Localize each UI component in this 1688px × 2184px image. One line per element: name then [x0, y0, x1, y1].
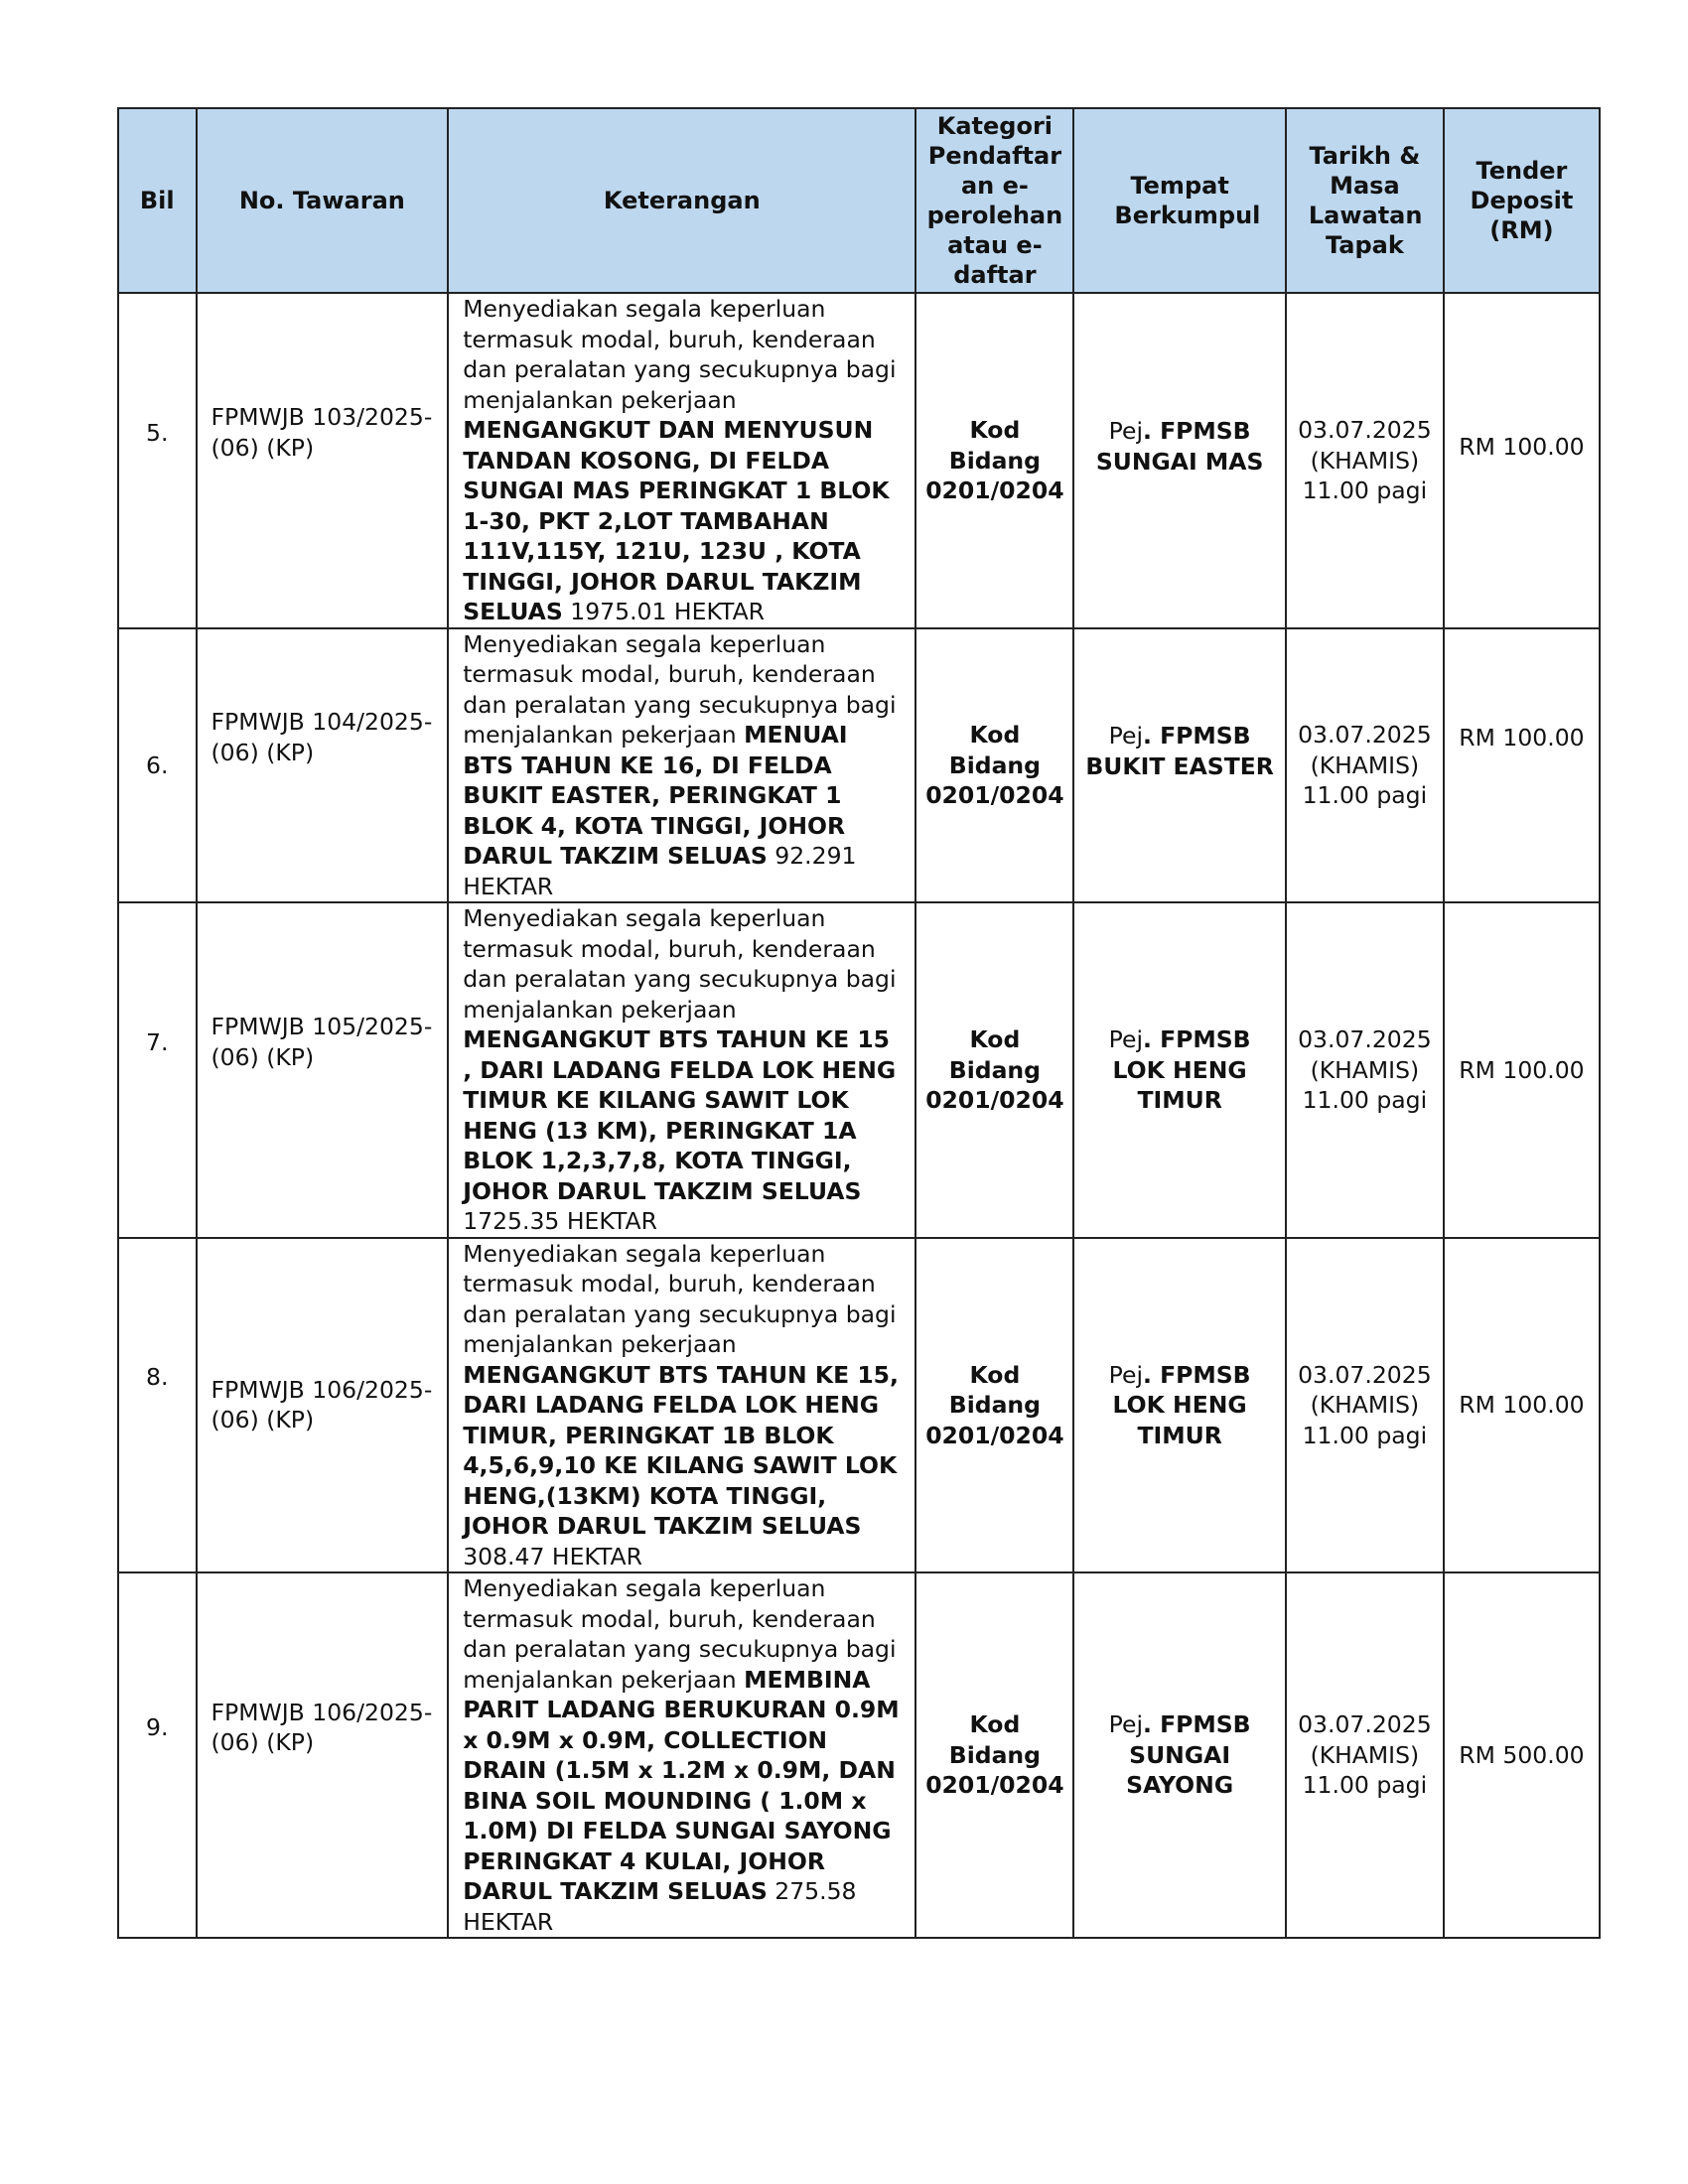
- row-tempat: [1073, 628, 1285, 903]
- tarikh-time: 11.00 pagi: [1302, 1771, 1428, 1800]
- header-deposit: Tender Deposit (RM): [1444, 108, 1600, 293]
- keterangan-intro: Menyediakan segala keperluan termasuk modal, buruh, kenderaan dan peralatan yang secukupnya bagi menjalankan pekerjaan: [463, 904, 897, 1024]
- bil-text: 9.: [146, 1712, 169, 1741]
- no-tawaran-text: FPMWJB 106/2025-(06) (KP): [211, 1375, 433, 1434]
- table-row: [118, 902, 1600, 1238]
- keterangan-area: 92.291 HEKTAR: [463, 842, 857, 900]
- row-tarikh: [1286, 1238, 1444, 1573]
- tarikh-date: 03.07.2025: [1298, 416, 1432, 444]
- table-header: [118, 108, 1600, 293]
- row-tarikh: [1286, 293, 1444, 628]
- keterangan-intro: Menyediakan segala keperluan termasuk modal, buruh, kenderaan dan peralatan yang secukupnya bagi menjalankan pekerjaan: [463, 1239, 897, 1358]
- row-bil: [118, 902, 197, 1238]
- keterangan-area: 275.58 HEKTAR: [463, 1877, 857, 1936]
- tarikh-day: (KHAMIS): [1310, 446, 1420, 475]
- table-body: [118, 293, 1600, 1938]
- row-deposit: [1444, 902, 1600, 1238]
- table-row: [118, 628, 1600, 903]
- tempat-prefix: Pej: [1108, 1710, 1143, 1739]
- keterangan-area: 1975.01 HEKTAR: [570, 598, 765, 625]
- row-no-tawaran: [197, 1238, 449, 1573]
- row-bil: [118, 1572, 197, 1938]
- tempat-name: . FPMSB LOK HENG TIMUR: [1112, 1025, 1251, 1114]
- row-deposit: [1444, 628, 1600, 903]
- tarikh-time: 11.00 pagi: [1302, 477, 1428, 504]
- row-no-tawaran: [197, 628, 449, 903]
- header-row: [118, 108, 1600, 293]
- row-tarikh: [1286, 902, 1444, 1238]
- row-keterangan: [448, 1238, 915, 1573]
- tempat-name: . FPMSB SUNGAI SAYONG: [1126, 1710, 1251, 1800]
- row-keterangan: [448, 902, 915, 1238]
- header-bil: Bil: [118, 108, 197, 293]
- table-row: [118, 1572, 1600, 1938]
- row-keterangan: [448, 1572, 915, 1938]
- bil-text: 7.: [146, 1027, 169, 1056]
- keterangan-intro: Menyediakan segala keperluan termasuk modal, buruh, kenderaan dan peralatan yang secukupnya bagi menjalankan pekerjaan: [463, 295, 897, 414]
- tarikh-date: 03.07.2025: [1298, 721, 1432, 749]
- row-kategori: Kod Bidang 0201/0204: [915, 1572, 1073, 1938]
- tempat-prefix: Pej: [1108, 722, 1143, 751]
- no-tawaran-text: FPMWJB 104/2025-(06) (KP): [211, 708, 433, 766]
- tarikh-date: 03.07.2025: [1298, 1710, 1432, 1739]
- tarikh-day: (KHAMIS): [1310, 751, 1420, 779]
- header-tempat: Tempat Berkumpul: [1073, 108, 1285, 293]
- no-tawaran-text: FPMWJB 106/2025-(06) (KP): [211, 1698, 433, 1756]
- row-kategori: Kod Bidang 0201/0204: [915, 293, 1073, 628]
- header-no-tawaran: No. Tawaran: [197, 108, 449, 293]
- tarikh-day: (KHAMIS): [1310, 1391, 1420, 1419]
- deposit-text: RM 100.00: [1459, 1391, 1585, 1419]
- tempat-name: . FPMSB SUNGAI MAS: [1095, 417, 1264, 476]
- tempat-prefix: Pej: [1108, 1025, 1143, 1053]
- header-keterangan: Keterangan: [448, 108, 915, 293]
- bil-text: 5.: [146, 418, 169, 447]
- keterangan-intro: Menyediakan segala keperluan termasuk modal, buruh, kenderaan dan peralatan yang secukupnya bagi menjalankan pekerjaan: [463, 629, 897, 749]
- header-kategori: Kategori Pendaftar an e-perolehan atau e-daftar: [915, 108, 1073, 293]
- header-tarikh: Tarikh & Masa Lawatan Tapak: [1286, 108, 1444, 293]
- row-deposit: [1444, 293, 1600, 628]
- bil-text: 6.: [146, 751, 169, 779]
- keterangan-intro: Menyediakan segala keperluan termasuk modal, buruh, kenderaan dan peralatan yang secukupnya bagi menjalankan pekerjaan: [463, 1574, 897, 1694]
- row-kategori: Kod Bidang 0201/0204: [915, 902, 1073, 1238]
- deposit-text: RM 100.00: [1459, 432, 1585, 461]
- row-tempat: [1073, 902, 1285, 1238]
- keterangan-work: MENUAI BTS TAHUN KE 16, DI FELDA BUKIT EASTER, PERINGKAT 1 BLOK 4, KOTA TINGGI, JOHOR DARUL TAKZIM SELUAS: [463, 721, 848, 870]
- row-kategori: Kod Bidang 0201/0204: [915, 628, 1073, 903]
- deposit-text: RM 100.00: [1459, 723, 1585, 751]
- deposit-text: RM 500.00: [1459, 1740, 1585, 1769]
- tarikh-date: 03.07.2025: [1298, 1360, 1432, 1389]
- row-kategori: Kod Bidang 0201/0204: [915, 1238, 1073, 1573]
- keterangan-work: MENGANGKUT BTS TAHUN KE 15, DARI LADANG FELDA LOK HENG TIMUR, PERINGKAT 1B BLOK 4,5,6,9,10 KE KILANG SAWIT LOK HENG,(13KM) KOTA TINGGI, JOHOR DARUL TAKZIM SELUAS: [463, 1360, 899, 1540]
- row-deposit: [1444, 1572, 1600, 1938]
- row-bil: [118, 1238, 197, 1573]
- keterangan-work: MEMBINA PARIT LADANG BERUKURAN 0.9M x 0.9M x 0.9M, COLLECTION DRAIN (1.5M x 1.2M x 0.9M, DAN BINA SOIL MOUNDING ( 1.0M x 1.0M) DI FELDA SUNGAI SAYONG PERINGKAT 4 KULAI, JOHOR DARUL TAKZIM SELUAS: [463, 1665, 900, 1905]
- keterangan-work: MENGANGKUT DAN MENYUSUN TANDAN KOSONG, DI FELDA SUNGAI MAS PERINGKAT 1 BLOK 1-30, PKT 2,LOT TAMBAHAN 111V,115Y, 121U, 123U , KOTA TINGGI, JOHOR DARUL TAKZIM SELUAS: [463, 416, 890, 625]
- row-tempat: [1073, 1238, 1285, 1573]
- keterangan-area: 1725.35 HEKTAR: [463, 1207, 657, 1235]
- bil-text: 8.: [146, 1363, 169, 1391]
- tarikh-time: 11.00 pagi: [1302, 1421, 1428, 1449]
- keterangan-area: 308.47 HEKTAR: [463, 1542, 642, 1570]
- row-keterangan: [448, 293, 915, 628]
- row-tarikh: [1286, 628, 1444, 903]
- tempat-prefix: Pej: [1108, 417, 1143, 446]
- tarikh-day: (KHAMIS): [1310, 1740, 1420, 1769]
- row-no-tawaran: [197, 1572, 449, 1938]
- row-no-tawaran: [197, 902, 449, 1238]
- row-keterangan: [448, 628, 915, 903]
- row-no-tawaran: [197, 293, 449, 628]
- no-tawaran-text: FPMWJB 105/2025-(06) (KP): [211, 1013, 433, 1071]
- row-tempat: [1073, 293, 1285, 628]
- tempat-prefix: Pej: [1108, 1360, 1143, 1389]
- tender-table: [117, 107, 1601, 1939]
- tarikh-time: 11.00 pagi: [1302, 1086, 1428, 1114]
- table-row: [118, 293, 1600, 628]
- row-tempat: [1073, 1572, 1285, 1938]
- row-tarikh: [1286, 1572, 1444, 1938]
- tempat-name: . FPMSB LOK HENG TIMUR: [1112, 1360, 1251, 1449]
- row-bil: [118, 628, 197, 903]
- no-tawaran-text: FPMWJB 103/2025-(06) (KP): [211, 403, 433, 462]
- tarikh-date: 03.07.2025: [1298, 1025, 1432, 1053]
- row-bil: [118, 293, 197, 628]
- keterangan-work: MENGANGKUT BTS TAHUN KE 15 , DARI LADANG FELDA LOK HENG TIMUR KE KILANG SAWIT LOK HENG (13 KM), PERINGKAT 1A BLOK 1,2,3,7,8, KOTA TINGGI, JOHOR DARUL TAKZIM SELUAS: [463, 1025, 897, 1205]
- tarikh-day: (KHAMIS): [1310, 1055, 1420, 1084]
- deposit-text: RM 100.00: [1459, 1055, 1585, 1084]
- row-deposit: [1444, 1238, 1600, 1573]
- tempat-name: . FPMSB BUKIT EASTER: [1085, 722, 1274, 780]
- tarikh-time: 11.00 pagi: [1302, 781, 1428, 809]
- table-row: [118, 1238, 1600, 1573]
